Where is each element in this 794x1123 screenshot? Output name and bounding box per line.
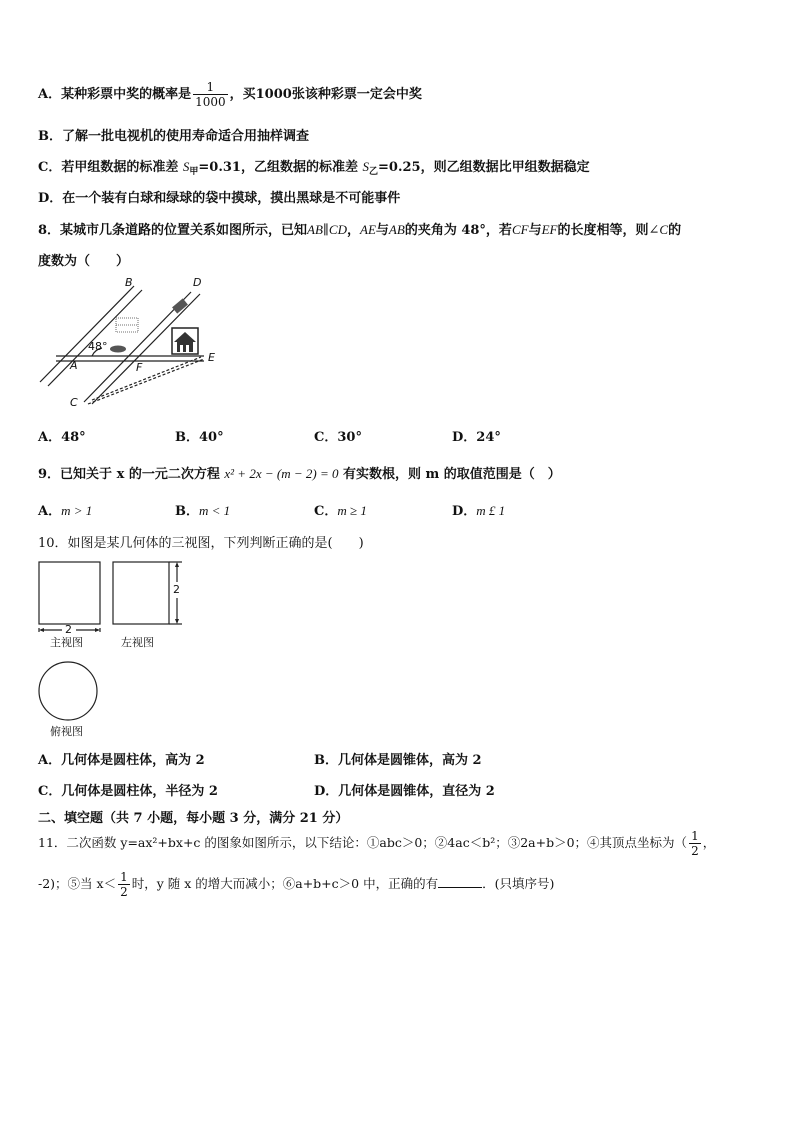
dim-height: 2 xyxy=(173,583,180,596)
q10-stem: 10．如图是某几何体的三视图，下列判断正确的是( ) xyxy=(38,536,364,551)
q10-option-b: B．几何体是圆锥体，高为 2 xyxy=(314,753,482,768)
label-d: D xyxy=(193,276,202,289)
q8-option-a: A．48° xyxy=(38,430,86,445)
q9-option-c: C．m ≥ 1 xyxy=(314,503,367,519)
front-view-label: 主视图 xyxy=(50,636,83,649)
std-symbol: S xyxy=(362,159,369,174)
q10-option-a: A．几何体是圆柱体，高为 2 xyxy=(38,753,205,768)
top-view-circle xyxy=(39,662,97,720)
truck-icon xyxy=(172,298,188,313)
q11-line2: -2)；⑤当 x＜ $\frac{1}{2}$ 时，y 随 x 的增大而减小；⑥a+b+c＞0 中，正确的有 ．(只填序号) xyxy=(38,870,555,899)
fraction: $\frac{1}{2}$ xyxy=(691,829,699,858)
q9-option-a: A．m > 1 xyxy=(38,503,93,519)
label-b: B xyxy=(125,276,133,289)
std-symbol: S xyxy=(182,159,190,174)
car-icon xyxy=(110,346,126,353)
q7-option-a xyxy=(38,80,422,109)
q10-option-d: D．几何体是圆锥体，直径为 2 xyxy=(314,784,495,799)
q7-a-text: A．某种彩票中奖的概率是 xyxy=(38,87,192,102)
q8-option-c: C．30° xyxy=(314,430,362,445)
q8-option-d: D．24° xyxy=(452,430,501,445)
q9-option-d: D．m £ 1 xyxy=(452,503,506,519)
side-view-label: 左视图 xyxy=(121,636,154,649)
label-a: A xyxy=(70,359,78,372)
q7-a-text-end: ，买1000张该种彩票一定会中奖 xyxy=(229,87,422,102)
q8-option-b: B．40° xyxy=(175,430,224,445)
label-angle: 48° xyxy=(88,340,108,353)
q7-option-d: D．在一个装有白球和绿球的袋中摸球，摸出黑球是不可能事件 xyxy=(38,191,401,206)
side-view-square xyxy=(113,562,169,624)
building-icon xyxy=(116,318,138,332)
label-e: E xyxy=(208,351,215,364)
q8-road-figure xyxy=(36,276,226,414)
label-f: F xyxy=(136,361,143,374)
house-icon xyxy=(172,328,198,354)
q7-option-c: C．若甲组数据的标准差 $S_甲=0.31$，乙组数据的标准差 $S_乙=0.25$，则乙组数据比甲组数据稳定 xyxy=(38,159,590,177)
q8-stem-line1: 8．某城市几条道路的位置关系如图所示，已知AB∥CD，AE与AB的夹角为 48°，若CF与EF的长度相等，则∠C的 xyxy=(38,222,682,238)
front-view-square xyxy=(39,562,100,624)
label-c: C xyxy=(70,396,78,409)
q8-stem-line2: 度数为（ ） xyxy=(38,254,130,269)
fraction: $\frac{1}{1000}$ xyxy=(195,80,226,109)
dim-width: 2 xyxy=(65,623,72,636)
q9-equation: x² + 2x − (m − 2) = 0 xyxy=(224,466,339,481)
answer-blank[interactable] xyxy=(438,875,482,888)
q7-option-b: B．了解一批电视机的使用寿命适合用抽样调查 xyxy=(38,129,309,144)
q11-line1: 11．二次函数 y=ax²+bx+c 的图象如图所示，以下结论：①abc＞0；②4ac＜b²；③2a+b＞0；④其顶点坐标为（ $\frac{1}{2}$ ， xyxy=(38,829,716,858)
q10-option-c: C．几何体是圆柱体，半径为 2 xyxy=(38,784,218,799)
q9-option-b: B．m < 1 xyxy=(175,503,231,519)
q9-stem: 9．已知关于 x 的一元二次方程 x² + 2x − (m − 2) = 0 有实数根，则 m 的取值范围是（ ） xyxy=(38,466,561,482)
fraction: $\frac{1}{2}$ xyxy=(120,870,128,899)
section-heading: 二、填空题（共 7 小题，每小题 3 分，满分 21 分） xyxy=(38,811,349,826)
top-view-label: 俯视图 xyxy=(50,725,83,738)
